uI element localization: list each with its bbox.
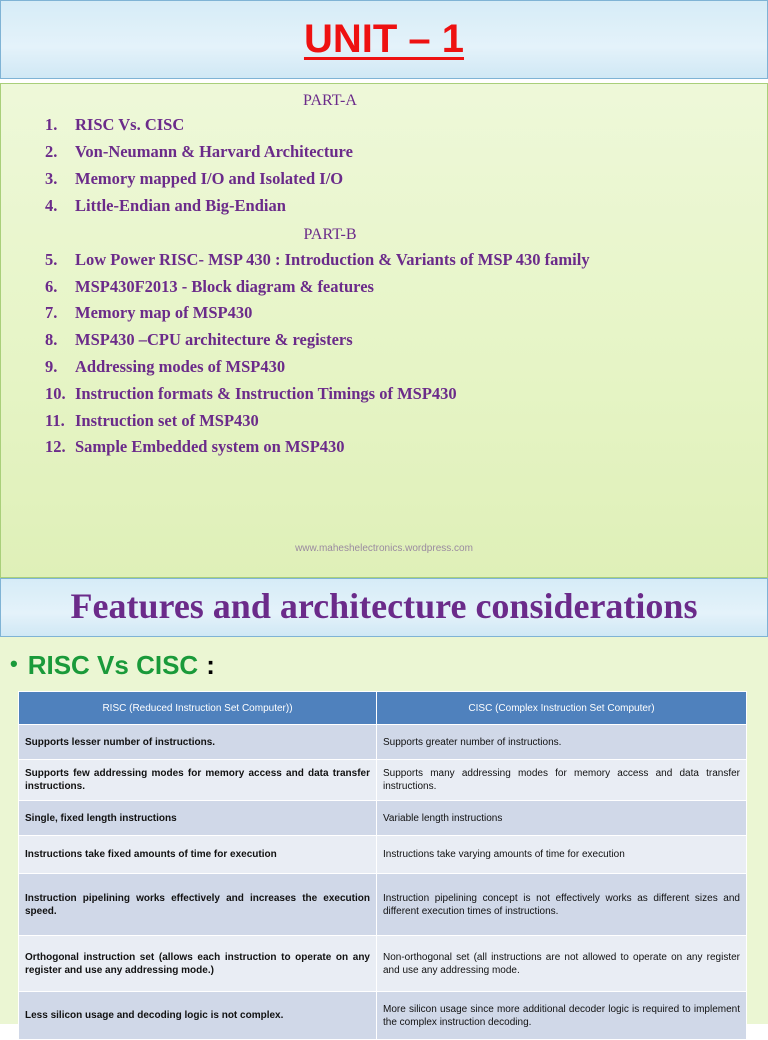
table-header-row: [19, 692, 747, 725]
table-cell: Supports greater number of instructions.: [377, 725, 747, 760]
topic-item: 4. Little-Endian and Big-Endian: [45, 196, 286, 215]
table-cell: Single, fixed length instructions: [19, 801, 377, 836]
table-row: [19, 725, 747, 760]
subheading-colon: :: [206, 650, 215, 680]
table-row: [19, 836, 747, 874]
table-row: [19, 936, 747, 992]
table-header-cisc: CISC (Complex Instruction Set Computer): [377, 692, 747, 725]
table-cell: Supports many addressing modes for memory access and data transfer instructions.: [377, 760, 747, 801]
comparison-slide: [0, 637, 768, 1028]
risc-cisc-table: [18, 691, 747, 1040]
table-cell: Instructions take fixed amounts of time for execution: [19, 836, 377, 874]
part-b-heading: PART-B: [303, 226, 357, 243]
table-cell: Non-orthogonal set (all instructions are not allowed to operate on any register and use any addressing mode.: [377, 936, 747, 992]
table-cell: Instruction pipelining works effectively and increases the execution speed.: [19, 874, 377, 936]
bullet-icon: •: [10, 651, 18, 676]
table-cell: Orthogonal instruction set (allows each instruction to operate on any register and use any addressing mode.): [19, 936, 377, 992]
table-row: [19, 874, 747, 936]
subheading-text: RISC Vs CISC: [27, 650, 199, 680]
topic-item: 11. Instruction set of MSP430: [45, 411, 259, 430]
table-cell: Supports few addressing modes for memory access and data transfer instructions.: [19, 760, 377, 801]
table-header-risc: RISC (Reduced Instruction Set Computer)): [19, 692, 377, 725]
website-url: www.maheshelectronics.wordpress.com: [295, 543, 473, 554]
topic-item: 7. Memory map of MSP430: [45, 303, 253, 322]
table-row: [19, 992, 747, 1040]
features-title-band: [0, 578, 768, 637]
topic-item: 3. Memory mapped I/O and Isolated I/O: [45, 169, 344, 188]
table-cell: Instructions take varying amounts of time for execution: [377, 836, 747, 874]
topic-item: 10. Instruction formats & Instruction Timings of MSP430: [45, 384, 457, 403]
topic-item: 12. Sample Embedded system on MSP430: [45, 437, 345, 456]
topic-item: 9. Addressing modes of MSP430: [45, 357, 286, 376]
part-a-heading: PART-A: [303, 92, 357, 109]
unit-title: UNIT – 1: [303, 17, 465, 61]
topic-item: 2. Von-Neumann & Harvard Architecture: [45, 142, 353, 161]
topic-item: 1. RISC Vs. CISC: [45, 115, 185, 134]
risc-vs-cisc-heading: [10, 650, 215, 681]
topic-item: 8. MSP430 –CPU architecture & registers: [45, 330, 353, 349]
table-cell: Variable length instructions: [377, 801, 747, 836]
features-title: Features and architecture considerations: [70, 586, 698, 626]
topic-item: 5. Low Power RISC- MSP 430 : Introduction & Variants of MSP 430 family: [45, 250, 590, 269]
table-cell: More silicon usage since more additional decoder logic is required to implement the complex instruction decoding.: [377, 992, 747, 1040]
table-cell: Instruction pipelining concept is not effectively works as different sizes and different execution times of instructions.: [377, 874, 747, 936]
table-cell: Supports lesser number of instructions.: [19, 725, 377, 760]
table-cell: Less silicon usage and decoding logic is not complex.: [19, 992, 377, 1040]
unit-title-band: [0, 0, 768, 79]
topic-item: 6. MSP430F2013 - Block diagram & features: [45, 277, 374, 296]
table-row: [19, 760, 747, 801]
table-row: [19, 801, 747, 836]
